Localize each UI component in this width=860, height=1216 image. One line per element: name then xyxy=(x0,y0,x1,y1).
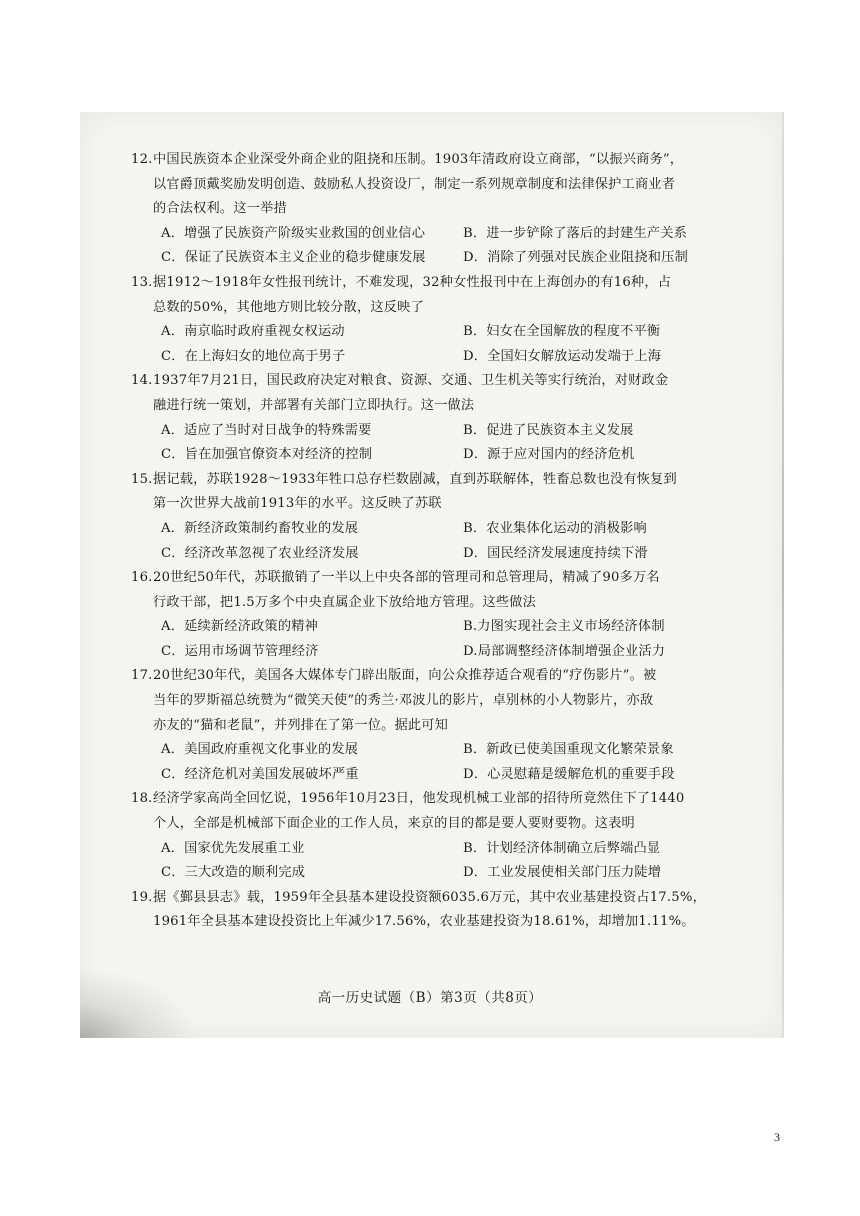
question-number: 18. xyxy=(131,791,153,807)
question-stem-line: 第一次世界大战前1913年的水平。这反映了苏联 xyxy=(153,496,442,512)
question-14 xyxy=(131,369,711,467)
question-stem-line: 个人，全部是机械部下面企业的工作人员，来京的目的都是要人要财要物。这表明 xyxy=(153,816,635,832)
answer-options xyxy=(131,222,711,271)
question-stem-line: 亦友的“猫和老鼠”，并列排在了第一位。据此可知 xyxy=(153,717,449,733)
option-b: B．新政已使美国重现文化繁荣景象 xyxy=(463,742,674,758)
question-stem-line: 中国民族资本企业深受外商企业的阻挠和压制。1903年清政府设立商部，“以振兴商务”， xyxy=(153,152,684,167)
option-a: A．南京临时政府重视女权运动 xyxy=(161,324,345,340)
option-d: D．全国妇女解放运动发端于上海 xyxy=(463,348,662,364)
question-stem-line: 融进行统一策划，并部署有关部门立即执行。这一做法 xyxy=(153,397,475,413)
option-b: B．妇女在全国解放的程度不平衡 xyxy=(463,324,661,340)
question-12 xyxy=(131,148,711,271)
question-16 xyxy=(131,566,711,664)
answer-options xyxy=(131,320,711,369)
option-d: D．源于应对国内的经济危机 xyxy=(463,447,635,463)
option-c: C．经济改革忽视了农业经济发展 xyxy=(161,545,359,561)
option-b: B．农业集体化运动的消极影响 xyxy=(463,520,647,536)
question-stem-line: 1961年全县基本建设投资比上年减少17.56%，农业基建投资为18.61%，却增加1.11%。 xyxy=(153,914,695,930)
question-number: 16. xyxy=(131,570,153,586)
option-d: D．国民经济发展速度持续下滑 xyxy=(463,545,648,561)
question-15 xyxy=(131,468,711,566)
question-18 xyxy=(131,787,711,885)
option-c: C．旨在加强官僚资本对经济的控制 xyxy=(161,447,373,463)
question-17 xyxy=(131,664,711,787)
option-d: D．心灵慰藉是缓解危机的重要手段 xyxy=(463,766,675,782)
question-stem-line: 1937年7月21日，国民政府决定对粮食、资源、交通、卫生机关等实行统治，对财政金 xyxy=(153,373,669,389)
question-stem-line: 以官爵顶戴奖励发明创造、鼓励私人投资设厂，制定一系列规章制度和法律保护工商业者 xyxy=(153,176,676,192)
question-stem-line: 的合法权利。这一举措 xyxy=(153,201,287,217)
option-a: A．美国政府重视文化事业的发展 xyxy=(161,742,359,758)
scan-edge xyxy=(782,112,784,1038)
option-b: B．计划经济体制确立后弊端凸显 xyxy=(463,840,661,856)
answer-options xyxy=(131,837,711,886)
question-stem-line: 20世纪50年代，苏联撤销了一半以上中央各部的管理司和总管理局，精减了90多万名 xyxy=(153,570,660,586)
question-19 xyxy=(131,886,711,935)
question-stem-line: 总数的50%，其他地方则比较分散，这反映了 xyxy=(153,299,424,315)
question-list xyxy=(131,148,711,935)
question-number: 19. xyxy=(131,889,153,905)
question-stem-line: 经济学家高尚全回忆说，1956年10月23日，他发现机械工业部的招待所竟然住下了1440 xyxy=(153,791,685,807)
question-stem-line: 据1912～1918年女性报刊统计，不难发现，32种女性报刊中在上海创办的有16种，占 xyxy=(153,274,672,290)
question-number: 15. xyxy=(131,471,153,487)
answer-options xyxy=(131,419,711,468)
option-d: D．工业发展使相关部门压力陡增 xyxy=(463,865,662,881)
answer-options xyxy=(131,517,711,566)
page-number: 3 xyxy=(774,1130,780,1144)
question-stem-line: 20世纪30年代，美国各大媒体专门辟出版面，向公众推荐适合观看的“疗伤影片”。被 xyxy=(153,668,657,684)
question-stem-line: 当年的罗斯福总统赞为“微笑天使”的秀兰·邓波儿的影片，卓别林的小人物影片，亦敌 xyxy=(153,693,654,709)
option-c: C．保证了民族资本主义企业的稳步健康发展 xyxy=(161,250,426,266)
option-a: A．增强了民族资产阶级实业救国的创业信心 xyxy=(161,225,426,241)
page-footer: 高一历史试题（B）第3页（共8页） xyxy=(317,990,543,1006)
option-a: A．延续新经济政策的精神 xyxy=(161,619,318,635)
question-number: 13. xyxy=(131,274,153,290)
option-a: A．新经济政策制约畜牧业的发展 xyxy=(161,520,359,536)
option-d: D．消除了列强对民族企业阻挠和压制 xyxy=(463,250,688,266)
option-d: D.局部调整经济体制增强企业活力 xyxy=(463,643,666,659)
option-a: A．适应了当时对日战争的特殊需要 xyxy=(161,422,372,438)
question-stem-line: 据记载，苏联1928～1933年牲口总存栏数剧减，直到苏联解体，牲畜总数也没有恢复到 xyxy=(153,471,677,487)
question-number: 12. xyxy=(131,152,153,167)
question-stem-line: 行政干部，把1.5万多个中央直属企业下放给地方管理。这些做法 xyxy=(153,594,537,610)
option-c: C．三大改造的顺利完成 xyxy=(161,865,306,881)
answer-options xyxy=(131,615,711,664)
question-stem-line: 据《鄞县县志》载，1959年全县基本建设投资额6035.6万元，其中农业基建投资占17.5%， xyxy=(153,889,706,905)
option-c: C．运用市场调节管理经济 xyxy=(161,643,319,659)
option-a: A．国家优先发展重工业 xyxy=(161,840,305,856)
question-number: 14. xyxy=(131,373,153,389)
option-b: B．进一步铲除了落后的封建生产关系 xyxy=(463,225,688,241)
option-c: C．在上海妇女的地位高于男子 xyxy=(161,348,346,364)
answer-options xyxy=(131,738,711,787)
question-13 xyxy=(131,271,711,369)
option-c: C．经济危机对美国发展破坏严重 xyxy=(161,766,359,782)
question-number: 17. xyxy=(131,668,153,684)
option-b: B.力图实现社会主义市场经济体制 xyxy=(463,619,665,635)
option-b: B．促进了民族资本主义发展 xyxy=(463,422,634,438)
